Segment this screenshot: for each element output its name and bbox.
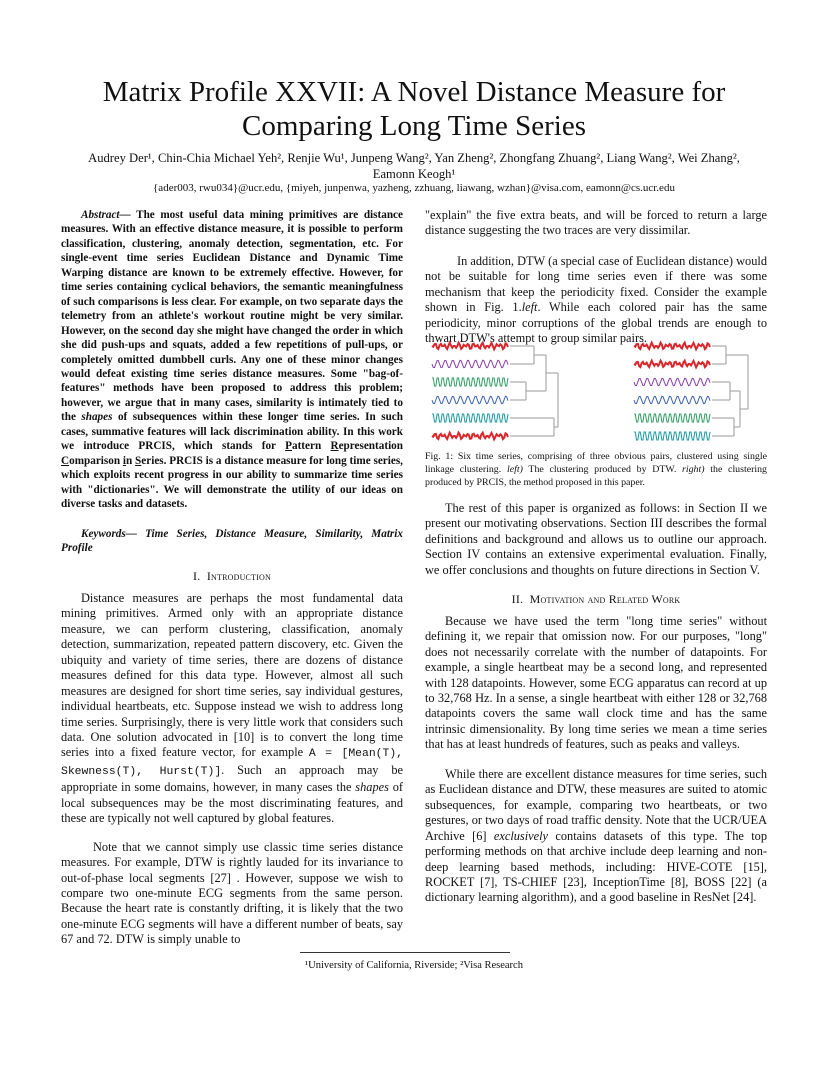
- affiliation-footnote: ¹University of California, Riverside; ²Visa Research: [305, 960, 523, 971]
- paper-title: Matrix Profile XXVII: A Novel Distance Measure for Comparing Long Time Series: [102, 76, 726, 142]
- footnote-separator: [300, 952, 510, 953]
- right-column-top: [425, 208, 767, 347]
- dtw-series-5: [432, 414, 508, 422]
- dtw-series-4: [432, 396, 508, 403]
- intro-paragraph-3: In addition, DTW (a special case of Euclidean distance) would not be suitable for long time series even if there was some mechanism that keep the periodicity fixed. Consider the example shown in Fig. 1.left. While each colored pair has the same periodicity, minor corruptions of the global trends are enough to thwart DTW's attempt to group similar pairs.: [425, 253, 767, 346]
- feature-vector-code: A = [Mean(T), Skewness(T), Hurst(T)]: [61, 748, 403, 778]
- author-emails: {ader003, rwu034}@ucr.edu, {miyeh, junpenwa, yazheng, zzhuang, liawang, wzhan}@visa.com, eamonn@cs.ucr.edu: [153, 182, 675, 194]
- dtw-series-6: [432, 433, 508, 440]
- prcis-series-4: [634, 396, 710, 403]
- figure-1-graphic: [430, 340, 766, 448]
- left-column: [61, 208, 403, 948]
- figure-1-caption: Fig. 1: Six time series, comprising of three obvious pairs, clustered using single linkage clustering. left) The clustering produced by DTW. right) the clustering produced by PRCIS, the method proposed in this paper.: [425, 451, 767, 488]
- motivation-paragraph-1: Because we have used the term "long time series" without defining it, we repair that omission now. For our purposes, "long" does not necessarily correlate with the number of datapoints. For example, a single heartbeat may be a second long, and represented with 128 datapoints. However, some ECG apparatus can record at up to 32,768 Hz. In a sense, a single heartbeat with either 128 or 32,768 datapoints covers the same wall clock time and has the same intrinsic dimensionality. By long time series we mean a time series that has at least hundreds of features, such as peaks and valleys.: [425, 613, 767, 752]
- author-list: Audrey Der¹, Chin-Chia Michael Yeh², Renjie Wu¹, Junpeng Wang², Yan Zheng², Zhongfang Zhuang², Liang Wang², Wei Zhang², Eamonn Keogh¹: [88, 151, 740, 181]
- dtw-series-2: [432, 360, 508, 367]
- abstract-label: Abstract—: [81, 209, 131, 221]
- intro-paragraph-2: Note that we cannot simply use classic time series distance measures. For example, DTW is rightly lauded for its invariance to out-of-phase local segments [27] . However, suppose we wish to compare two one-minute ECG segments from the same person. Because the heart rate is constantly drifting, it is likely that the two one-minute ECG segments will have a different number of beats, say 67 and 72. DTW is simply unable to: [61, 839, 403, 947]
- motivation-paragraph-2: While there are excellent distance measures for time series, such as Euclidean distance and DTW, these measures are suited to atomic subsequences, for example, comparing two heartbeats, or two gestures, or two days of road traffic density. Note that the UCR/UEA Archive [6] exclusively contains datasets of this type. The top performing methods on that archive include deep learning and non-deep learning based methods, including: HIVE-COTE [15], ROCKET [7], TS-CHIEF [23], InceptionTime [8], BOSS [22] (a dictionary learning algorithm), and a good baseline in ResNet [24].: [425, 766, 767, 905]
- keywords: Keywords— Time Series, Distance Measure, Similarity, Matrix Profile: [61, 527, 403, 554]
- prcis-series-6: [634, 432, 710, 440]
- abstract: Abstract— The most useful data mining primitives are distance measures. With an effective distance measure, it is possible to perform classification, clustering, anomaly detection, segmentation, etc. For single-event time series Euclidean Distance and Dynamic Time Warping distance are known to be extremely effective. However, for time series containing cyclical behaviors, the semantic meaningfulness of such comparisons is less clear. For example, on two separate days the telemetry from an athlete's workout routine might be very similar. However, on the second day she might have changed the order in which she did push-ups and squats, added a few repetitions of pull-ups, or completely omitted dumbbell curls. Any one of these minor changes would defeat existing time series distance measures. Some "bag-of-features" methods have been proposed to address this problem; however, we argue that in many cases, similarity is intimately tied to the shapes of subsequences within these longer time series. In such cases, summative features will lack discrimination ability. In this work we introduce PRCIS, which stands for Pattern Representation Comparison in Series. PRCIS is a distance measure for long time series, which exploits recent progress in our ability to summarize time series with "dictionaries". We will demonstrate the utility of our ideas on diverse tasks and datasets.: [61, 209, 403, 511]
- roadmap-paragraph: The rest of this paper is organized as follows: in Section II we present our motivating observations. Section III describes the formal definitions and background and allows us to outline our approach. Section IV contains an extensive experimental evaluation. Finally, we offer conclusions and thoughts on future directions in Section V.: [425, 501, 767, 577]
- dtw-series-1: [432, 343, 508, 350]
- intro-paragraph-2-continued: "explain" the five extra beats, and will be forced to return a large distance suggesting the two traces are very dissimilar.: [425, 208, 767, 238]
- prcis-series-2: [634, 361, 710, 368]
- dtw-series-3: [432, 378, 508, 386]
- prcis-clustering-panel: [634, 343, 748, 440]
- prcis-series-1: [634, 343, 710, 350]
- section-heading-motivation: II. Motivation and Related Work: [511, 592, 681, 607]
- right-column-bottom: [425, 501, 767, 906]
- dtw-clustering-panel: [432, 343, 558, 440]
- intro-paragraph-1: Distance measures are perhaps the most fundamental data mining primitives. Armed only with an appropriate distance measure, we can perform clustering, classification, anomaly detection, summarization, repeated pattern discovery, etc. Given the ubiquity and variety of time series, there are dozens of distance measures defined for this data type. However, almost all such measures are designed for short time series, say individual gestures, individual heartbeats, etc. Suppose instead we wish to address long time series. Surprisingly, there is very little work that considers such data. One solution advocated in [10] is to convert the long time series into a fixed feature vector, for example A = [Mean(T), Skewness(T), Hurst(T)]. Such an approach may be appropriate in some domains, however, in many cases the shapes of local subsequences may be the most discriminating features, and these are typically not well captured by global features.: [61, 590, 403, 826]
- figure-1: [430, 340, 766, 448]
- prcis-series-3: [634, 378, 710, 385]
- prcis-series-5: [634, 414, 710, 422]
- section-heading-introduction: I. Introduction: [193, 569, 271, 584]
